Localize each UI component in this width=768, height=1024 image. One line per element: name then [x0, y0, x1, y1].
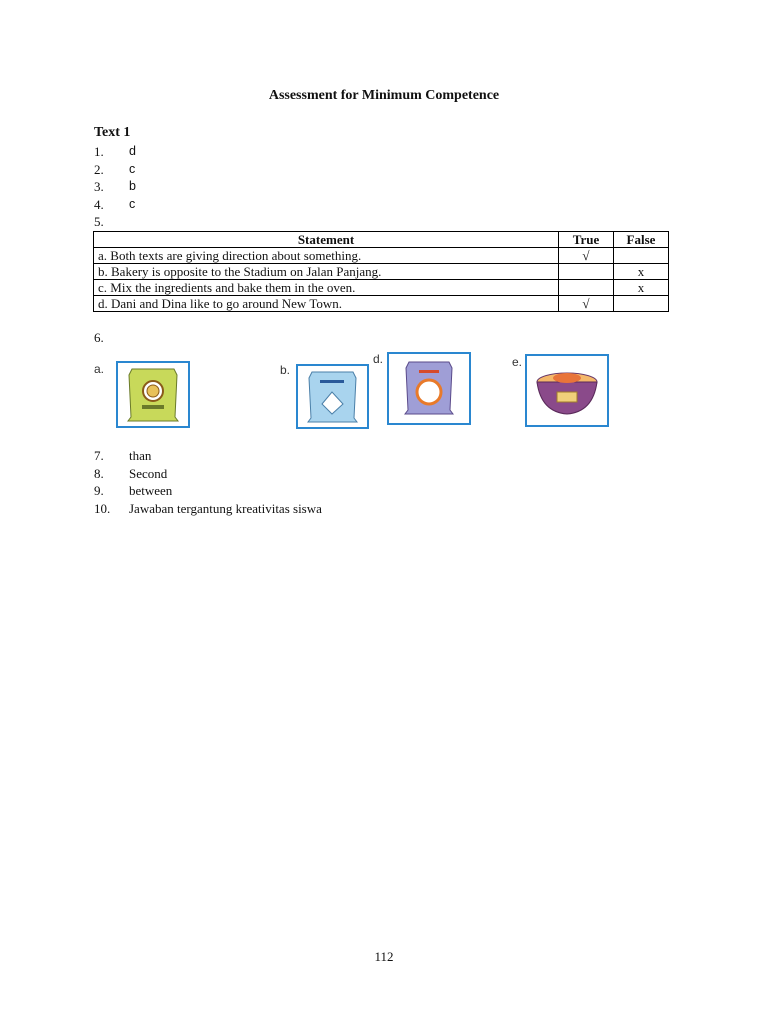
list-item [94, 483, 694, 501]
false-cell: x [614, 280, 669, 296]
sugar-bag-blue-icon [298, 366, 367, 427]
true-cell [559, 280, 614, 296]
list-item [94, 144, 694, 162]
list-item [94, 214, 694, 232]
header-false: False [614, 232, 669, 248]
list-item [94, 197, 694, 215]
picture-label-b: b. [280, 363, 291, 377]
true-false-table [93, 231, 669, 312]
picture-frame-a [116, 361, 190, 428]
item-number: 9. [94, 483, 104, 498]
item-number: 7. [94, 448, 104, 463]
list-item [94, 179, 694, 197]
table-row [94, 296, 669, 312]
true-cell: √ [559, 248, 614, 264]
list-item [94, 466, 694, 484]
statement-cell: a. Both texts are giving direction about something. [94, 248, 559, 264]
food-bowl-icon [527, 356, 607, 425]
list-item [94, 501, 694, 519]
item-number: 1. [94, 144, 104, 159]
question-6-number: 6. [94, 330, 104, 345]
answer-list-7-10 [94, 448, 694, 518]
picture-frame-b [296, 364, 369, 429]
item-answer: Second [129, 465, 168, 481]
table-row [94, 264, 669, 280]
header-statement: Statement [94, 232, 559, 248]
picture-label-d: d. [373, 352, 384, 366]
item-number: 3. [94, 179, 104, 194]
false-cell: x [614, 264, 669, 280]
false-cell [614, 248, 669, 264]
picture-label-a: a. [94, 362, 105, 376]
page-title: Assessment for Minimum Competence [268, 88, 500, 103]
false-cell [614, 296, 669, 312]
item-answer: c [129, 196, 136, 211]
true-cell [559, 264, 614, 280]
statement-cell: c. Mix the ingredients and bake them in the oven. [94, 280, 559, 296]
picture-frame-e [525, 354, 609, 427]
item-answer: between [129, 483, 173, 498]
item-number: 10. [94, 500, 111, 516]
header-true: True [559, 232, 614, 248]
item-answer: Jawaban tergantung kreativitas siswa [129, 500, 322, 516]
item-number: 8. [94, 465, 104, 481]
statement-cell: d. Dani and Dina like to go around New Town. [94, 296, 559, 312]
list-item [94, 448, 694, 466]
page-number: 112 [374, 949, 394, 964]
table-row [94, 280, 669, 296]
picture-frame-d [387, 352, 471, 425]
item-answer: d [129, 144, 136, 158]
picture-label-e: e. [512, 355, 523, 369]
statement-cell: b. Bakery is opposite to the Stadium on Jalan Panjang. [94, 264, 559, 280]
item-number: 2. [94, 161, 104, 177]
table-header-row [94, 232, 669, 248]
flour-bag-green-icon [118, 363, 188, 426]
item-number: 5. [94, 214, 104, 229]
flour-bag-purple-icon [389, 354, 469, 423]
item-answer: than [129, 448, 152, 463]
item-answer: c [129, 161, 136, 176]
true-cell: √ [559, 296, 614, 312]
table-row [94, 248, 669, 264]
item-number: 4. [94, 196, 104, 212]
list-item [94, 162, 694, 180]
item-answer: b [129, 179, 136, 193]
section-heading: Text 1 [94, 125, 131, 140]
answer-list-1-4 [94, 144, 694, 232]
